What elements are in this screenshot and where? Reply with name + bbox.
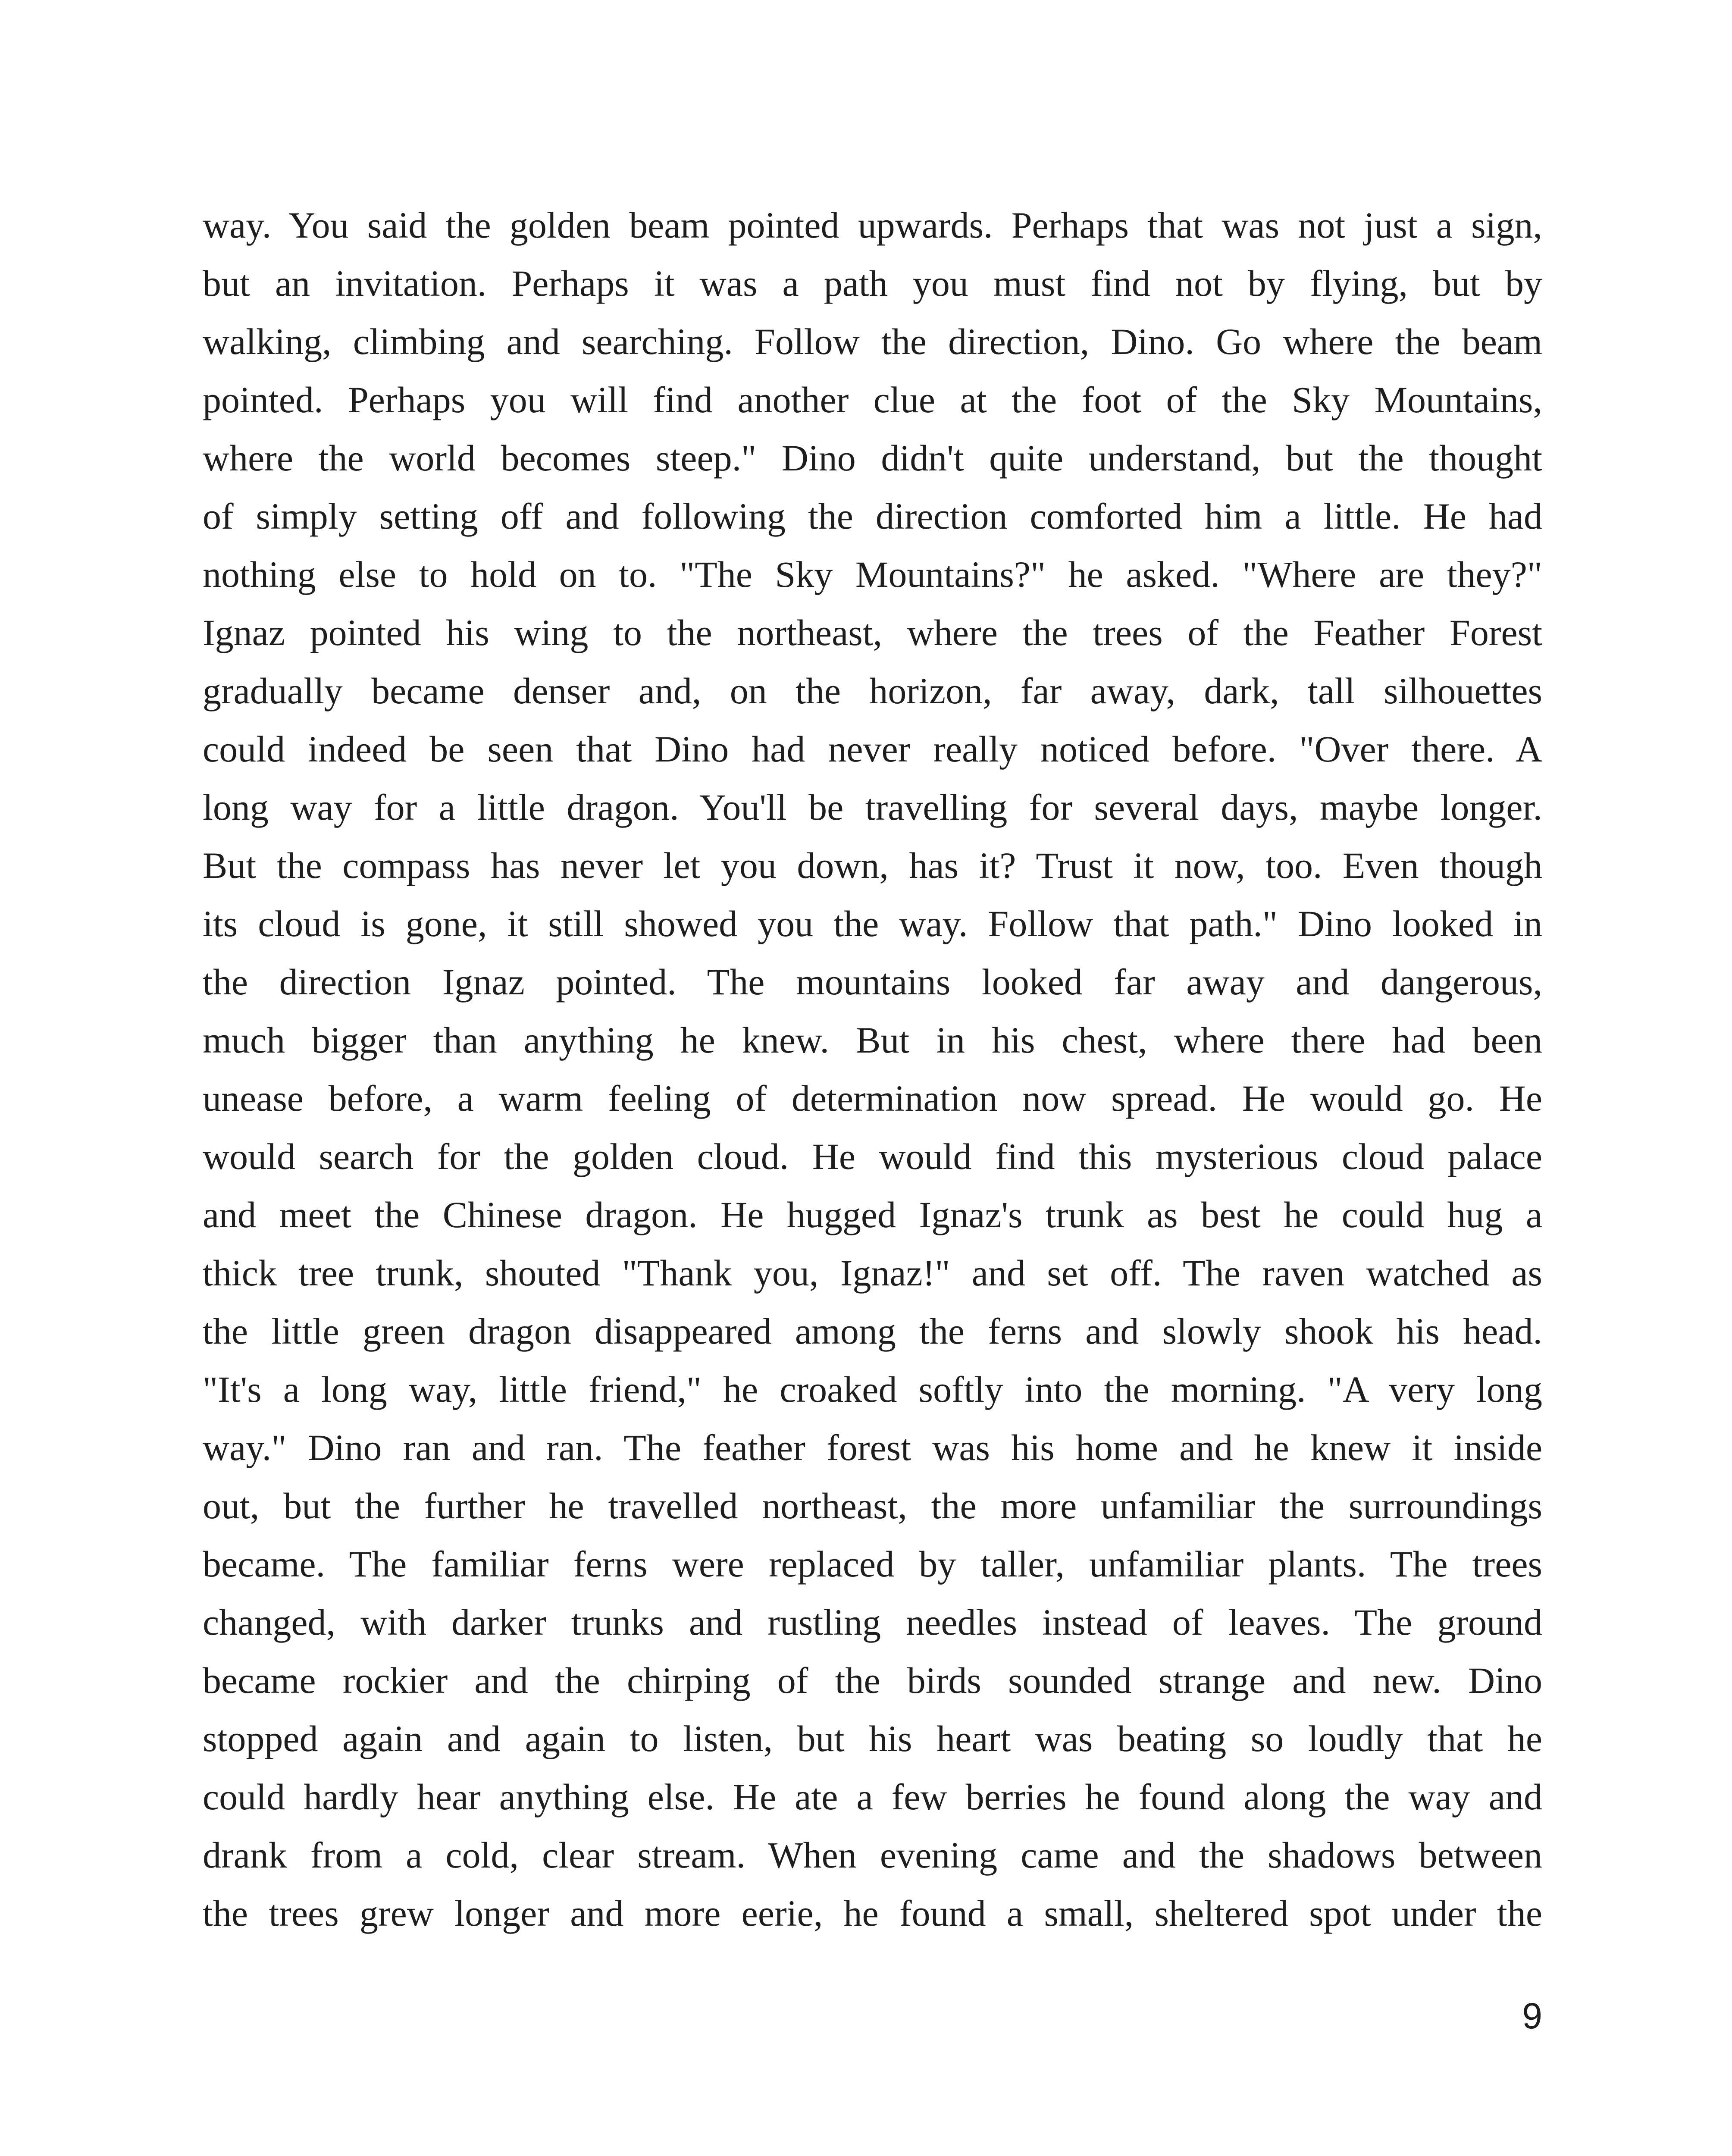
text-line-4: pointed. Perhaps you will find another clue at the foot of the Sky Mountains, xyxy=(203,379,1542,420)
body-text xyxy=(203,196,1542,1943)
text-line-10: could indeed be seen that Dino had never really noticed before. "Over there. A xyxy=(203,728,1542,770)
text-line-8: Ignaz pointed his wing to the northeast, where the trees of the Feather Forest xyxy=(203,612,1542,653)
text-line-23: out, but the further he travelled northeast, the more unfamiliar the surroundings xyxy=(203,1485,1542,1526)
text-line-17: would search for the golden cloud. He would find this mysterious cloud palace xyxy=(203,1136,1542,1177)
text-line-13: its cloud is gone, it still showed you the way. Follow that path." Dino looked in xyxy=(203,903,1542,944)
text-line-6: of simply setting off and following the direction comforted him a little. He had xyxy=(203,495,1542,537)
text-line-18: and meet the Chinese dragon. He hugged Ignaz's trunk as best he could hug a xyxy=(203,1194,1542,1235)
text-line-12: But the compass has never let you down, has it? Trust it now, too. Even though xyxy=(203,845,1542,886)
page-number: 9 xyxy=(1522,1996,1542,2036)
text-line-19: thick tree trunk, shouted "Thank you, Ignaz!" and set off. The raven watched as xyxy=(203,1252,1542,1294)
text-line-20: the little green dragon disappeared among the ferns and slowly shook his head. xyxy=(203,1310,1542,1352)
text-line-30: the trees grew longer and more eerie, he found a small, sheltered spot under the xyxy=(203,1893,1542,1934)
text-line-11: long way for a little dragon. You'll be travelling for several days, maybe longer. xyxy=(203,787,1542,828)
text-line-16: unease before, a warm feeling of determination now spread. He would go. He xyxy=(203,1078,1542,1119)
text-line-24: became. The familiar ferns were replaced by taller, unfamiliar plants. The trees xyxy=(203,1543,1542,1585)
text-line-28: could hardly hear anything else. He ate a few berries he found along the way and xyxy=(203,1776,1542,1818)
text-line-27: stopped again and again to listen, but his heart was beating so loudly that he xyxy=(203,1718,1542,1759)
text-line-3: walking, climbing and searching. Follow the direction, Dino. Go where the beam xyxy=(203,321,1542,362)
text-line-15: much bigger than anything he knew. But in his chest, where there had been xyxy=(203,1019,1542,1061)
text-line-14: the direction Ignaz pointed. The mountains looked far away and dangerous, xyxy=(203,961,1542,1003)
text-line-26: became rockier and the chirping of the birds sounded strange and new. Dino xyxy=(203,1660,1542,1701)
text-line-29: drank from a cold, clear stream. When evening came and the shadows between xyxy=(203,1834,1542,1876)
text-line-2: but an invitation. Perhaps it was a path you must find not by flying, but by xyxy=(203,263,1542,304)
text-line-9: gradually became denser and, on the horizon, far away, dark, tall silhouettes xyxy=(203,670,1542,711)
text-line-1: way. You said the golden beam pointed upwards. Perhaps that was not just a sign, xyxy=(203,204,1542,246)
text-line-25: changed, with darker trunks and rustling needles instead of leaves. The ground xyxy=(203,1601,1542,1643)
text-line-5: where the world becomes steep." Dino didn't quite understand, but the thought xyxy=(203,437,1542,479)
text-line-22: way." Dino ran and ran. The feather forest was his home and he knew it inside xyxy=(203,1427,1542,1468)
text-line-21: "It's a long way, little friend," he croaked softly into the morning. "A very long xyxy=(203,1369,1542,1410)
text-line-7: nothing else to hold on to. "The Sky Mountains?" he asked. "Where are they?" xyxy=(203,554,1542,595)
